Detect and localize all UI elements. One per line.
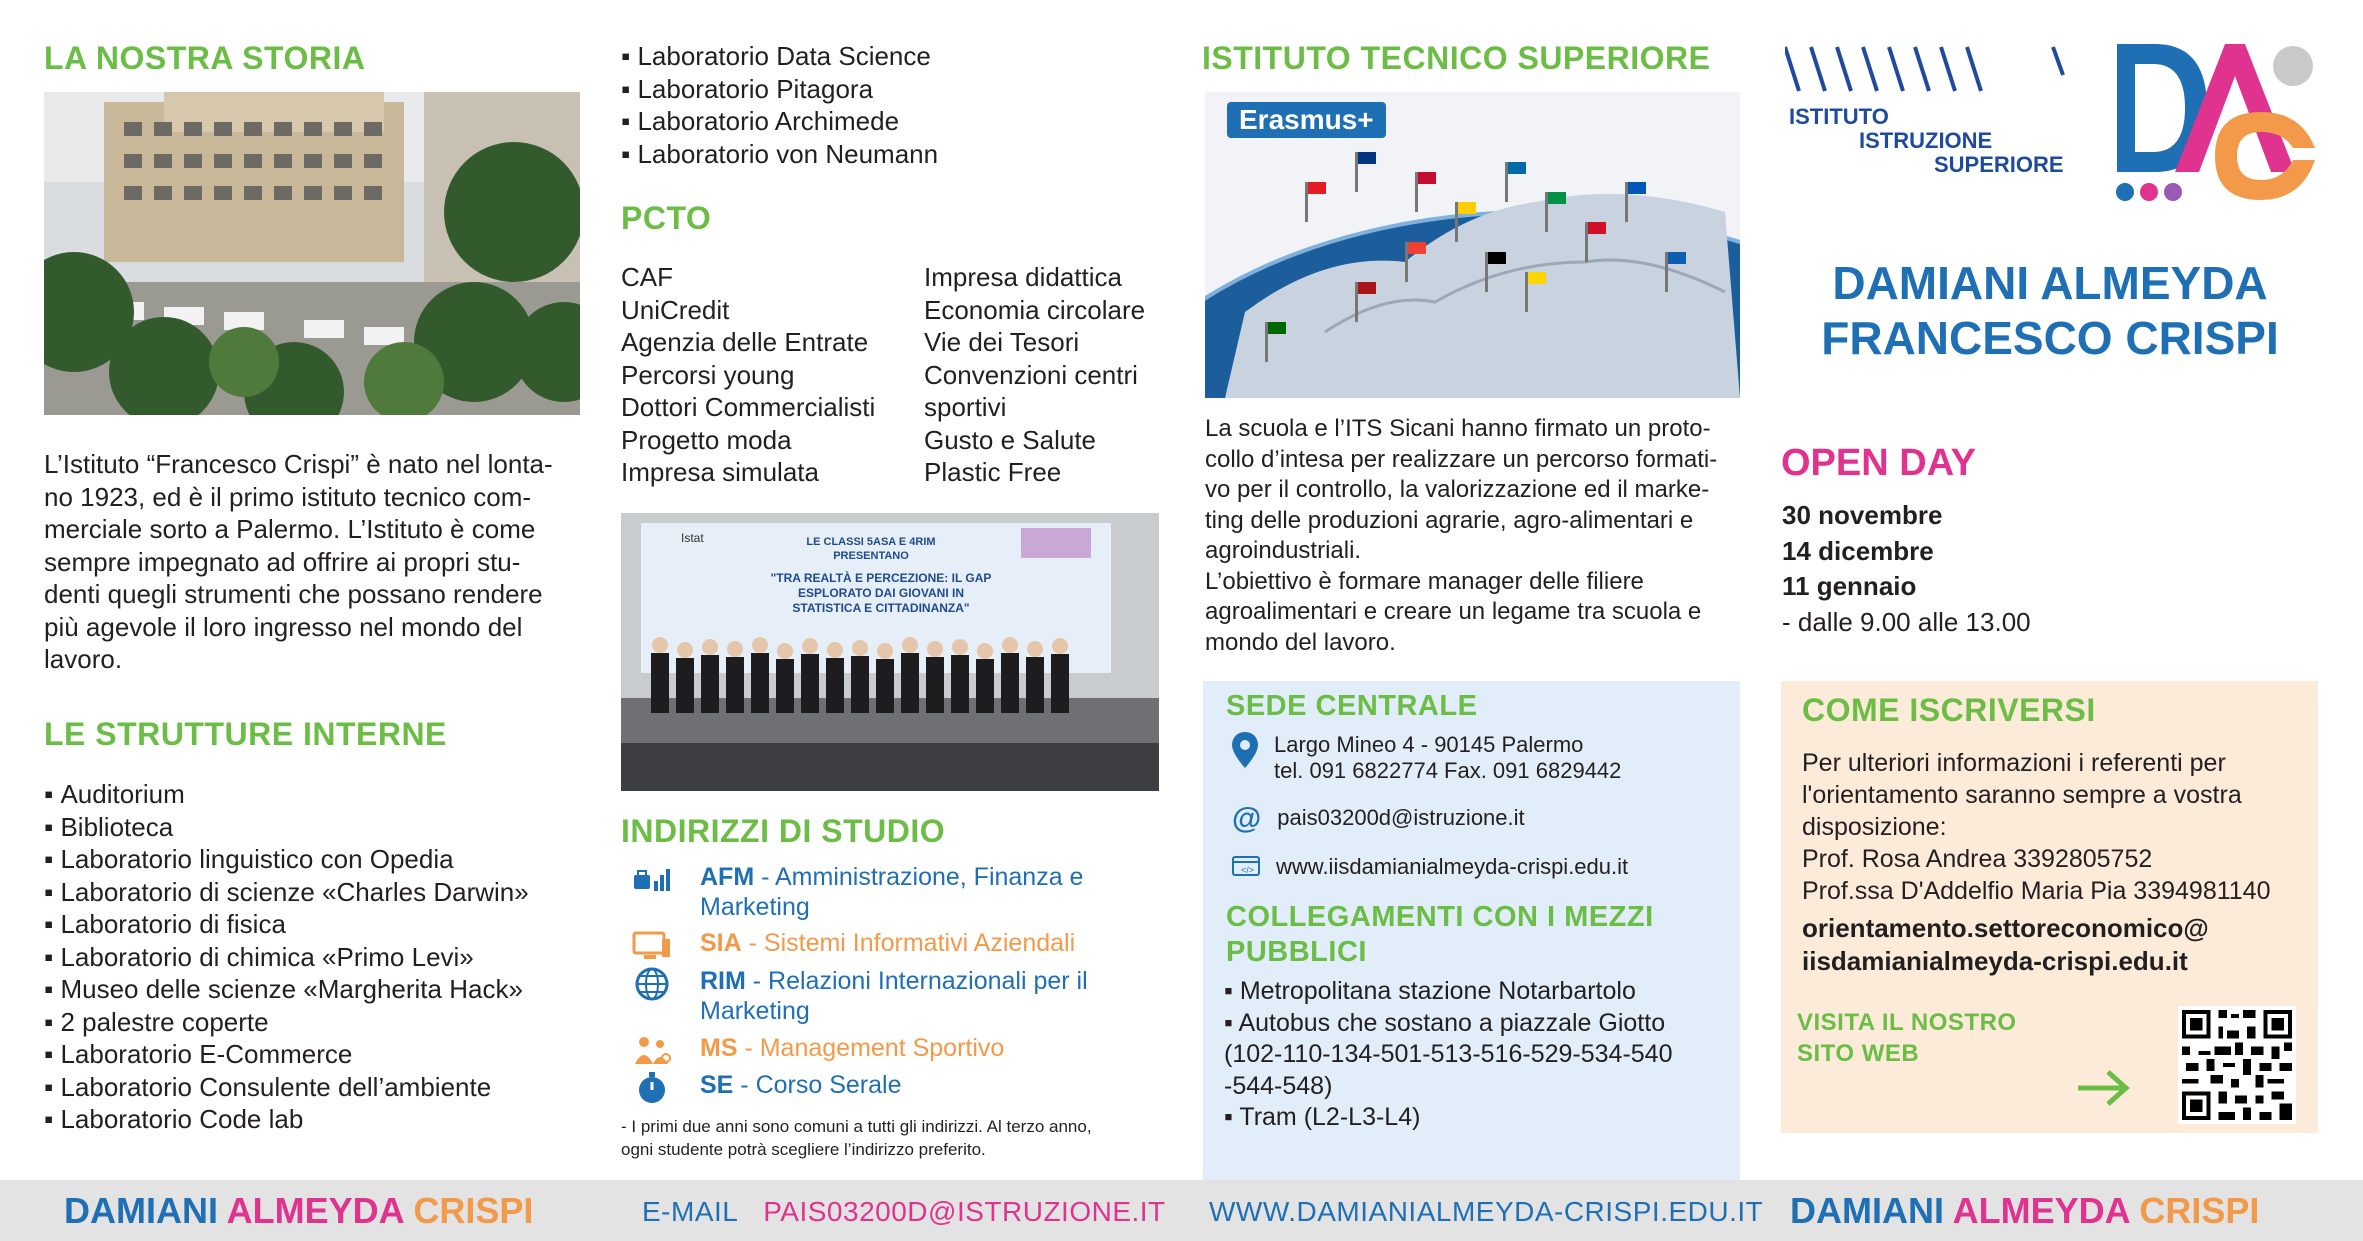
its-text (1205, 414, 1750, 658)
indirizzo-sia: SIA - Sistemi Informativi Aziendali (628, 928, 1148, 964)
list-item: Agenzia delle Entrate (621, 327, 869, 357)
location-pin-icon (1232, 732, 1258, 774)
email-line: orientamento.settoreconomico@ (1802, 913, 2209, 943)
storia-line: più agevole il loro ingresso nel mondo del (44, 611, 523, 642)
list-item: ▪ Laboratorio Data Science (621, 40, 1181, 73)
sede-heading: SEDE CENTRALE (1226, 690, 1478, 722)
briefcase-chart-icon (628, 862, 676, 898)
strutture-heading: LE STRUTTURE INTERNE (44, 716, 447, 752)
code-sia: SIA (700, 929, 742, 957)
visit-line: VISITA IL NOSTRO (1797, 1009, 2017, 1036)
brand-damiani: DAMIANI (64, 1190, 218, 1231)
mezzi-heading-line: COLLEGAMENTI CON I MEZZI (1226, 901, 1654, 933)
list-item: sportivi (924, 392, 1007, 422)
indirizzo-se: SE - Corso Serale (628, 1070, 1148, 1106)
list-item: UniCredit (621, 294, 730, 325)
list-item: ▪ Laboratorio Pitagora (621, 73, 1181, 106)
strutture-list-continued (621, 40, 1181, 170)
name-se: Corso Serale (755, 1071, 902, 1099)
sports-people-icon (628, 1033, 676, 1069)
note-line: - I primi due anni sono comuni a tutti gli indirizzi. Al terzo anno, (621, 1117, 1092, 1136)
orientamento-email[interactable] (1802, 912, 2209, 978)
code-ms: MS (700, 1034, 738, 1062)
footer-brand-left (64, 1190, 533, 1232)
slide-line: ESPLORATO DAI GIOVANI IN (797, 586, 964, 600)
storia-line: merciale sorto a Palermo. L’Istituto è come (44, 514, 536, 544)
arrow-right-icon[interactable] (2076, 1068, 2130, 1113)
address-text: Largo Mineo 4 - 90145 Palermo (1274, 732, 1584, 757)
storia-line: lavoro. (44, 644, 123, 674)
open-day-dates (1782, 498, 2031, 640)
iscriversi-line: Prof.ssa D'Addelfio Maria Pia 3394981140 (1802, 877, 2271, 905)
list-item: Progetto moda (621, 424, 792, 455)
iscriversi-line: disposizione: (1802, 813, 1947, 841)
list-item: ▪ Laboratorio Consulente dell’ambiente (44, 1071, 604, 1104)
svg-text:</>: </> (1241, 865, 1255, 875)
mezzi-heading (1226, 900, 1654, 970)
address-row (1232, 732, 1621, 784)
open-day-date: 30 novembre (1782, 500, 1943, 530)
erasmus-badge: Erasmus+ (1227, 102, 1386, 138)
note-line: ogni studente potrà scegliere l’indirizzo preferito. (621, 1140, 986, 1159)
name-afm: Amministrazione, Finanza e (775, 863, 1084, 891)
mezzi-heading-line: PUBBLICI (1226, 936, 1367, 968)
stopwatch-icon (628, 1070, 676, 1106)
phone-text: tel. 091 6822774 Fax. 091 6829442 (1274, 758, 1622, 783)
list-item: ▪ Museo delle scienze «Margherita Hack» (44, 973, 604, 1006)
list-item: CAF (621, 262, 673, 292)
school-name-line: FRANCESCO CRISPI (1821, 312, 2279, 364)
list-item: ▪ Tram (L2-L3-L4) (1224, 1103, 1421, 1131)
its-line: agroindustriali. (1205, 537, 1362, 564)
name-ms: Management Sportivo (759, 1034, 1005, 1062)
brand-damiani: DAMIANI (1790, 1190, 1944, 1231)
its-line: vo per il controllo, la valorizzazione ed il marke- (1205, 476, 1710, 503)
indirizzi-note (621, 1115, 1181, 1161)
list-item: ▪ Laboratorio Code lab (44, 1103, 604, 1136)
open-day-hours: - dalle 9.00 alle 13.00 (1782, 606, 2031, 637)
pcto-right-list (924, 261, 1184, 489)
brand-crispi: CRISPI (413, 1190, 534, 1231)
email-link[interactable]: pais03200d@istruzione.it (1277, 805, 1525, 830)
class-presentation-photo (621, 513, 1159, 791)
list-item: ▪ 2 palestre coperte (44, 1006, 604, 1039)
name-rim: Relazioni Internazionali per il (768, 967, 1088, 995)
dac-logo-mark (2115, 40, 2315, 210)
brand-crispi: CRISPI (2139, 1190, 2260, 1231)
istat-logo: Istat (681, 531, 704, 545)
pcto-left-list (621, 261, 921, 489)
footer-email-address: PAIS03200D@ISTRUZIONE.IT (763, 1196, 1166, 1227)
storia-text (44, 448, 584, 676)
its-line: L’obiettivo è formare manager delle filiere (1205, 567, 1644, 595)
logo-line: ISTRUZIONE (1859, 128, 1993, 153)
website-link[interactable]: www.iisdamianialmeyda-crispi.edu.it (1276, 854, 1629, 879)
slide-line: PRESENTANO (833, 550, 909, 562)
slide-subtitle (681, 571, 1081, 616)
pcto-heading: PCTO (621, 200, 712, 236)
logo-line: ISTITUTO (1789, 104, 1889, 129)
list-item: ▪ Laboratorio linguistico con Opedia (44, 843, 604, 876)
list-item: ▪ Auditorium (44, 778, 604, 811)
storia-line: no 1923, ed è il primo istituto tecnico com- (44, 481, 532, 512)
logo-text (1789, 105, 2064, 177)
email-line: iisdamianialmeyda-crispi.edu.it (1802, 946, 2188, 976)
school-name-line: DAMIANI ALMEYDA (1832, 257, 2268, 309)
at-sign-icon: @ (1232, 802, 1262, 835)
list-item: ▪ Laboratorio E-Commerce (44, 1038, 604, 1071)
footer-email-label: E-MAIL (642, 1196, 739, 1227)
storia-line: denti quegli strumenti che possano rendere (44, 579, 543, 609)
indirizzo-ms: MS - Management Sportivo (628, 1033, 1148, 1069)
list-item: Vie dei Tesori (924, 327, 1080, 357)
its-line: mondo del lavoro. (1205, 628, 1396, 656)
strutture-list (44, 778, 604, 1136)
bus-lines: -544-548) (1224, 1071, 1333, 1100)
list-item: Dottori Commercialisti (621, 392, 876, 422)
open-day-date: 11 gennaio (1782, 571, 1917, 601)
list-item: Percorsi young (621, 359, 795, 390)
code-rim: RIM (700, 967, 746, 995)
list-item: ▪ Autobus che sostano a piazzale Giotto (1224, 1008, 1666, 1037)
slide-line: "TRA REALTÀ E PERCEZIONE: IL GAP (770, 571, 992, 585)
indirizzi-heading: INDIRIZZI DI STUDIO (621, 813, 946, 849)
list-item: ▪ Laboratorio di chimica «Primo Levi» (44, 941, 604, 974)
its-line: collo d’intesa per realizzare un percorso formati- (1205, 445, 1718, 473)
footer-email[interactable] (642, 1196, 1166, 1228)
visit-site-label (1797, 1007, 2017, 1069)
computer-icon (628, 928, 676, 964)
list-item: Impresa simulata (621, 457, 819, 487)
its-line: agroalimentari e creare un legame tra scuola e (1205, 598, 1702, 625)
list-item: Gusto e Salute (924, 424, 1096, 455)
brand-almeyda: ALMEYDA (226, 1190, 404, 1231)
storia-line: L’Istituto “Francesco Crispi” è nato nel lonta- (44, 449, 553, 479)
open-day-date: 14 dicembre (1782, 535, 1934, 566)
iscriversi-text (1802, 747, 2302, 907)
qr-code[interactable] (2178, 1006, 2296, 1124)
slide-title (721, 535, 1021, 563)
its-heading: ISTITUTO TECNICO SUPERIORE (1202, 40, 1711, 76)
school-name (1770, 256, 2330, 366)
list-item: ▪ Metropolitana stazione Notarbartolo (1224, 977, 1636, 1005)
institute-logo (1785, 45, 2075, 177)
list-item: Plastic Free (924, 457, 1062, 487)
iscriversi-line: l'orientamento saranno sempre a vostra (1802, 781, 2242, 809)
brand-almeyda: ALMEYDA (1952, 1190, 2130, 1231)
name-sia: Sistemi Informativi Aziendali (763, 929, 1076, 957)
list-item: Economia circolare (924, 294, 1146, 325)
slide-line: STATISTICA E CITTADINANZA" (792, 601, 970, 615)
footer-brand-right (1790, 1190, 2259, 1232)
code-se: SE (700, 1071, 734, 1099)
list-item: ▪ Laboratorio von Neumann (621, 138, 1181, 171)
list-item: ▪ Laboratorio Archimede (621, 105, 1181, 138)
list-item: ▪ Laboratorio di fisica (44, 908, 604, 941)
europe-map-photo (1205, 92, 1740, 398)
its-line: La scuola e l’ITS Sicani hanno firmato un proto- (1205, 415, 1711, 442)
logo-stripes (1785, 45, 2075, 95)
open-day-heading: OPEN DAY (1781, 442, 1976, 484)
iscriversi-line: Per ulteriori informazioni i referenti per (1802, 749, 2226, 777)
logo-line: SUPERIORE (1934, 152, 2064, 177)
name-afm-2: Marketing (700, 893, 810, 921)
its-line: ting delle produzioni agrarie, agro-alimentari e (1205, 506, 1694, 534)
web-row[interactable] (1232, 854, 1628, 884)
footer-website[interactable]: WWW.DAMIANIALMEYDA-CRISPI.EDU.IT (1209, 1196, 1764, 1227)
iscriversi-heading: COME ISCRIVERSI (1802, 692, 2096, 728)
slide-line: LE CLASSI 5ASA E 4RIM (806, 536, 936, 548)
code-afm: AFM (700, 863, 755, 891)
mezzi-list (1224, 976, 1734, 1134)
visit-line: SITO WEB (1797, 1040, 1920, 1067)
iscriversi-line: Prof. Rosa Andrea 3392805752 (1802, 845, 2153, 873)
globe-icon (628, 966, 676, 1002)
indirizzo-afm: AFM - Amministrazione, Finanza e Marketing (628, 862, 1148, 922)
bus-lines: (102-110-134-501-513-516-529-534-540 (1224, 1040, 1673, 1068)
list-item: Impresa didattica (924, 262, 1122, 292)
browser-icon (1232, 854, 1260, 884)
name-rim-2: Marketing (700, 997, 810, 1025)
indirizzo-rim: RIM - Relazioni Internazionali per il Marketing (628, 966, 1148, 1026)
storia-line: sempre impegnato ad offrire ai propri stu- (44, 546, 521, 577)
list-item: ▪ Biblioteca (44, 811, 604, 844)
list-item: ▪ Laboratorio di scienze «Charles Darwin» (44, 876, 604, 909)
storia-heading: LA NOSTRA STORIA (44, 40, 366, 76)
list-item: Convenzioni centri (924, 359, 1138, 390)
school-building-photo (44, 92, 580, 415)
email-row[interactable] (1232, 802, 1525, 835)
